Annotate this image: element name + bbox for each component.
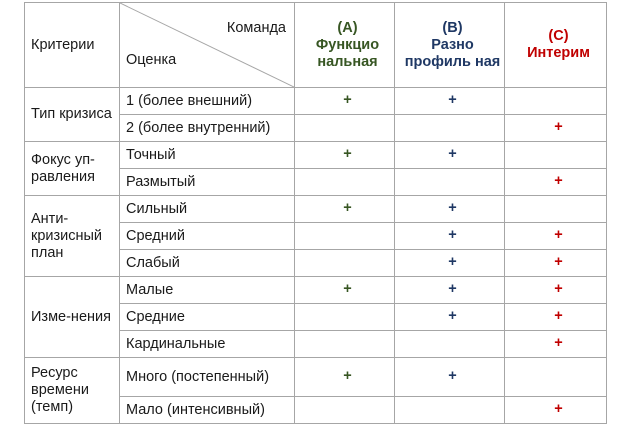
mark-cell [505, 115, 607, 142]
table-row [25, 88, 607, 115]
mark-cell [505, 88, 607, 115]
mark-cell [505, 169, 607, 196]
option-cell: Размытый [120, 169, 295, 196]
option-cell: Мало (интенсивный) [120, 397, 295, 424]
mark-cell [505, 397, 607, 424]
team-score-header [120, 3, 295, 88]
plus-icon: + [448, 199, 457, 216]
plus-icon: + [343, 145, 352, 162]
mark-cell [505, 196, 607, 223]
plus-icon: + [554, 118, 563, 135]
mark-cell [505, 142, 607, 169]
criterion-time-resource: Ресурс времени (темп) [25, 358, 120, 424]
table-row [25, 358, 607, 397]
mark-cell [295, 169, 395, 196]
team-a-name: Функцио нальная [315, 36, 380, 70]
plus-icon: + [448, 91, 457, 108]
plus-icon: + [343, 280, 352, 297]
table-row [25, 142, 607, 169]
mark-cell [505, 331, 607, 358]
mark-cell [395, 142, 505, 169]
diagonal-divider [120, 3, 294, 87]
mark-cell [505, 277, 607, 304]
mark-cell [395, 358, 505, 397]
criterion-management-focus: Фокус уп-равления [25, 142, 120, 196]
mark-cell [395, 169, 505, 196]
plus-icon: + [554, 226, 563, 243]
plus-icon: + [448, 280, 457, 297]
plus-icon: + [554, 253, 563, 270]
mark-cell [505, 223, 607, 250]
team-a-letter: (A) [337, 19, 358, 36]
mark-cell [395, 277, 505, 304]
option-cell: Кардинальные [120, 331, 295, 358]
option-cell: Средний [120, 223, 295, 250]
mark-cell [395, 304, 505, 331]
mark-cell [505, 304, 607, 331]
plus-icon: + [554, 280, 563, 297]
option-cell: Малые [120, 277, 295, 304]
criterion-changes: Изме-нения [25, 277, 120, 358]
plus-icon: + [448, 307, 457, 324]
mark-cell [395, 223, 505, 250]
mark-cell [395, 88, 505, 115]
option-cell: 1 (более внешний) [120, 88, 295, 115]
team-b-header [395, 3, 505, 88]
mark-cell [505, 358, 607, 397]
option-cell: 2 (более внутренний) [120, 115, 295, 142]
plus-icon: + [343, 91, 352, 108]
mark-cell [295, 250, 395, 277]
option-cell: Слабый [120, 250, 295, 277]
plus-icon: + [448, 253, 457, 270]
mark-cell [395, 250, 505, 277]
plus-icon: + [554, 307, 563, 324]
mark-cell [395, 196, 505, 223]
criteria-header: Критерии [25, 3, 120, 88]
table-row [25, 196, 607, 223]
mark-cell [295, 397, 395, 424]
mark-cell [395, 115, 505, 142]
mark-cell [395, 331, 505, 358]
option-cell: Средние [120, 304, 295, 331]
option-cell: Точный [120, 142, 295, 169]
mark-cell [295, 223, 395, 250]
criterion-anticrisis-plan: Анти-кризисный план [25, 196, 120, 277]
team-c-header [505, 3, 607, 88]
mark-cell [395, 397, 505, 424]
mark-cell [295, 331, 395, 358]
table-row [25, 277, 607, 304]
criteria-matrix-table [24, 2, 607, 424]
plus-icon: + [448, 145, 457, 162]
score-label: Оценка [126, 52, 177, 68]
criterion-crisis-type: Тип кризиса [25, 88, 120, 142]
mark-cell [295, 115, 395, 142]
plus-icon: + [448, 226, 457, 243]
mark-cell [295, 358, 395, 397]
plus-icon: + [554, 400, 563, 417]
plus-icon: + [554, 334, 563, 351]
mark-cell [295, 277, 395, 304]
mark-cell [295, 142, 395, 169]
team-b-name: Разно профиль ная [404, 36, 501, 70]
plus-icon: + [343, 199, 352, 216]
option-cell: Сильный [120, 196, 295, 223]
team-c-name: Интерим [527, 45, 590, 61]
option-cell: Много (постепенный) [120, 358, 295, 397]
team-a-header [295, 3, 395, 88]
plus-icon: + [448, 367, 457, 384]
header-row [25, 3, 607, 88]
team-label: Команда [226, 20, 286, 36]
mark-cell [505, 250, 607, 277]
plus-icon: + [554, 172, 563, 189]
mark-cell [295, 88, 395, 115]
mark-cell [295, 304, 395, 331]
plus-icon: + [343, 367, 352, 384]
mark-cell [295, 196, 395, 223]
team-b-letter: (B) [442, 19, 463, 36]
team-c-letter: (C) [548, 28, 569, 44]
